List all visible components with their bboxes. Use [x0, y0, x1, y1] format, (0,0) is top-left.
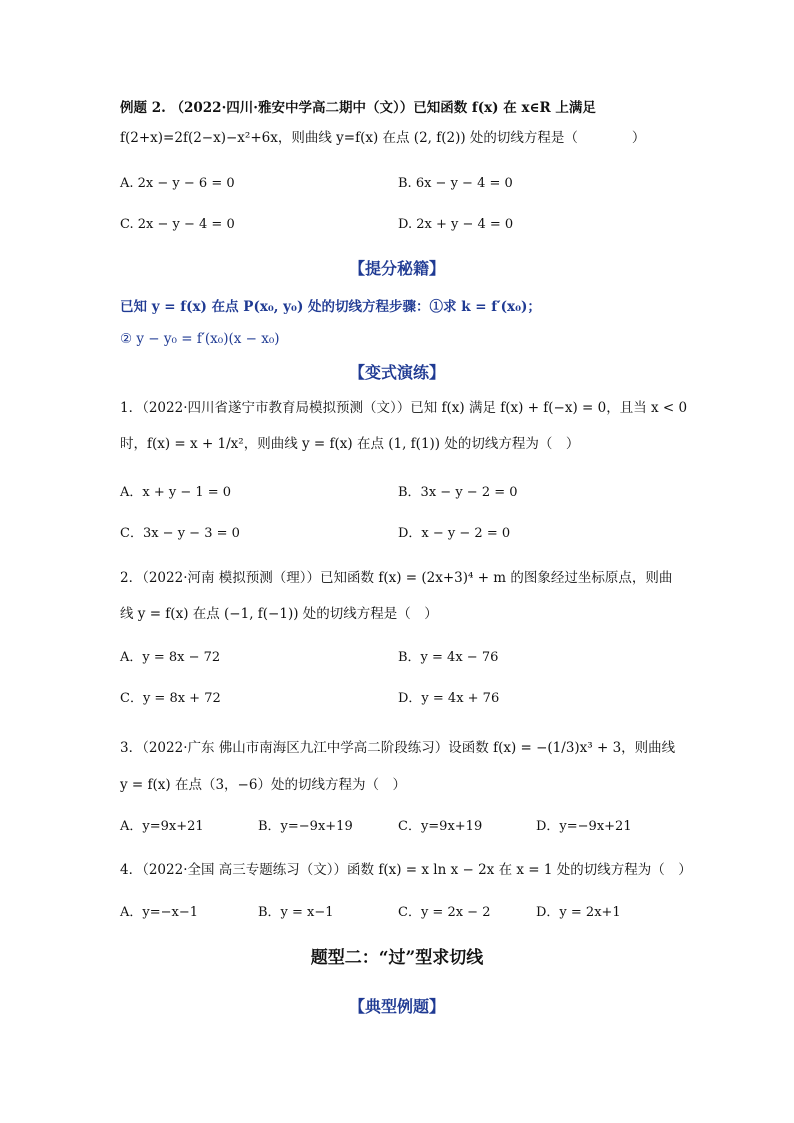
section2-heading: 【典型例题】 — [348, 997, 445, 1016]
q1-option-a: A．x + y − 1 = 0 — [120, 485, 232, 500]
q1-option-b: B．3x − y − 2 = 0 — [398, 485, 518, 500]
q4-stem-line1: 4．（2022·全国 高三专题练习（文））函数 f(x) = x ln x − 2x 在 x = 1 处的切线方程为（ ） — [120, 862, 692, 878]
q3-stem-line2: y = f(x) 在点（3，−6）处的切线方程为（ ） — [120, 777, 406, 793]
q1-option-c: C．3x − y − 3 = 0 — [120, 526, 240, 541]
example2-option-d: D. 2x + y − 4 = 0 — [398, 217, 514, 232]
practice-heading: 【变式演练】 — [348, 363, 445, 382]
section2-title: 题型二：“过”型求切线 — [310, 948, 484, 968]
example2-option-c: C. 2x − y − 4 = 0 — [120, 217, 235, 232]
example2-stem-line2: f(2+x)=2f(2−x)−x²+6x，则曲线 y=f(x) 在点 (2, f(2)) 处的切线方程是（ ） — [120, 130, 646, 146]
q2-stem-line1: 2．（2022·河南 模拟预测（理））已知函数 f(x) = (2x+3)⁴ + m 的图象经过坐标原点，则曲 — [120, 570, 673, 586]
example2-option-a: A. 2x − y − 6 = 0 — [120, 176, 235, 191]
q3-option-b: B．y=−9x+19 — [258, 819, 353, 834]
q3-option-c: C．y=9x+19 — [398, 819, 483, 834]
q2-option-a: A．y = 8x − 72 — [120, 650, 221, 665]
q3-option-d: D．y=−9x+21 — [536, 819, 632, 834]
q2-option-b: B．y = 4x − 76 — [398, 650, 499, 665]
q1-option-d: D．x − y − 2 = 0 — [398, 526, 511, 541]
q4-option-d: D．y = 2x+1 — [536, 905, 621, 920]
q1-stem-line1: 1．（2022·四川省遂宁市教育局模拟预测（文））已知 f(x) 满足 f(x) + f(−x) = 0，且当 x < 0 — [120, 400, 688, 416]
q2-stem-line2: 线 y = f(x) 在点 (−1, f(−1)) 处的切线方程是（ ） — [120, 606, 438, 622]
q1-stem-line2: 时，f(x) = x + 1/x²，则曲线 y = f(x) 在点 (1, f(1)) 处的切线方程为（ ） — [120, 436, 580, 452]
tips-step-line1: 已知 y = f(x) 在点 P(x₀, y₀) 处的切线方程步骤：①求 k = f′(x₀)； — [120, 299, 541, 315]
q4-option-b: B．y = x−1 — [258, 905, 334, 920]
q3-option-a: A．y=9x+21 — [120, 819, 204, 834]
q2-option-d: D．y = 4x + 76 — [398, 691, 500, 706]
q4-option-c: C．y = 2x − 2 — [398, 905, 491, 920]
example2-option-b: B. 6x − y − 4 = 0 — [398, 176, 513, 191]
q4-option-a: A．y=−x−1 — [120, 905, 199, 920]
tips-heading: 【提分秘籍】 — [348, 259, 445, 278]
tips-step-line2: ② y − y₀ = f′(x₀)(x − x₀) — [120, 331, 280, 347]
q2-option-c: C．y = 8x + 72 — [120, 691, 221, 706]
q3-stem-line1: 3．（2022·广东 佛山市南海区九江中学高二阶段练习）设函数 f(x) = −(1/3)x³ + 3，则曲线 — [120, 740, 676, 756]
example2-stem-line1: 例题 2. （2022·四川·雅安中学高二期中（文））已知函数 f(x) 在 x∈R 上满足 — [120, 100, 596, 116]
